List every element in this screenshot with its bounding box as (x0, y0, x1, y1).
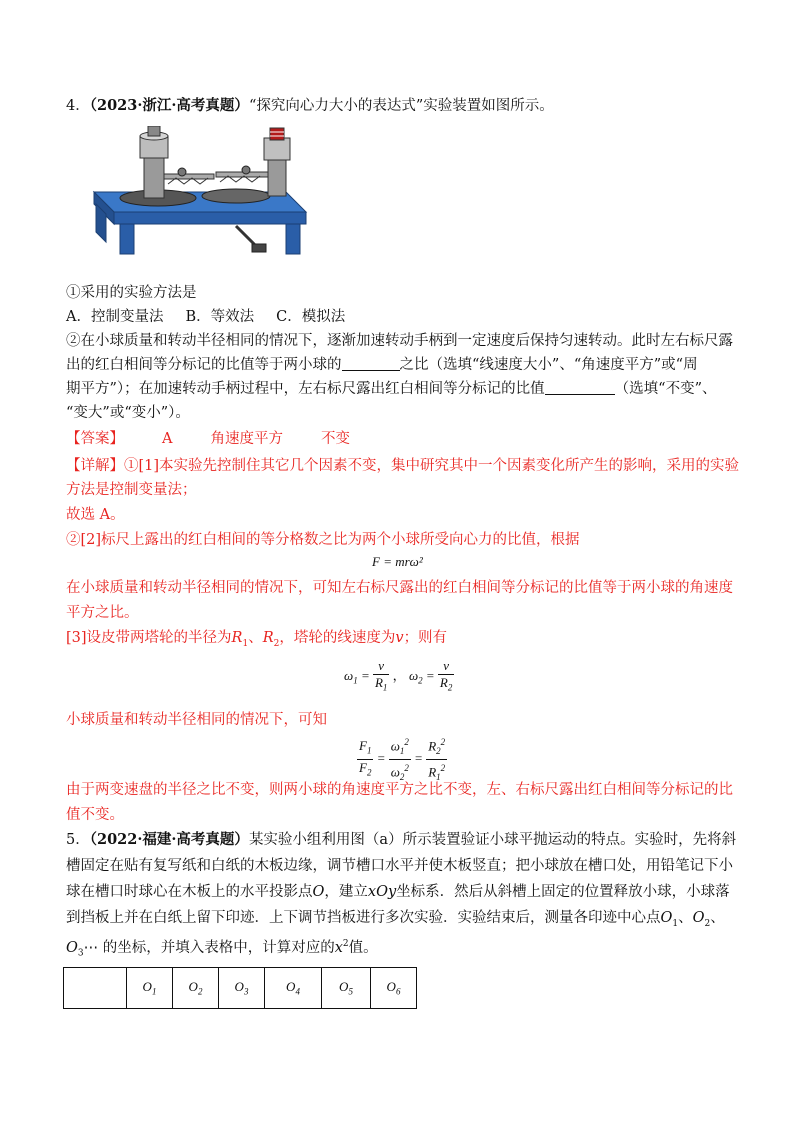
q4-sub2-line1: ②在小球质量和转动半径相同的情况下，逐渐加速转动手柄到一定速度后保持匀速转动。此时左右标尺露 (66, 333, 733, 349)
answer-3: 不变 (320, 431, 350, 447)
detail-line6: 平方之比。 (66, 605, 139, 621)
table-row (64, 968, 417, 1009)
table-header-cell: $O_3$ (219, 968, 265, 1009)
q4-sub2-line3a: 期平方”）；在加速转动手柄过程中，左右标尺露出红白相间等分标记的比值 (66, 381, 545, 397)
detail-line4: ②[2]标尺上露出的红白相间的等分格数之比为两个小球所受向心力的比值，根据 (66, 532, 580, 548)
q4-sub1: ①采用的实验方法是 (66, 285, 197, 301)
q5-source: （2022·福建·高考真题） (89, 831, 249, 848)
q4-answer (66, 429, 350, 449)
answer-2: 角速度平方 (210, 431, 283, 447)
detail-line2: 方法是控制变量法； (66, 482, 197, 498)
q4-option-c: C．模拟法 (276, 309, 346, 325)
q4-sub2-line3b: （选填“不变”、 (614, 381, 717, 397)
q4-sub2-line2b: 之比（选填“线速度大小”、“角速度平方”或“周 (399, 357, 698, 373)
detail-line7b: 塔轮的线速度为 (293, 630, 396, 646)
q4-option-a: A．控制变量法 (66, 309, 164, 325)
table-header-cell: $O_5$ (322, 968, 371, 1009)
detail-line8: 小球质量和转动半径相同的情况下，可知 (66, 712, 327, 728)
table-header-cell: $O_2$ (173, 968, 219, 1009)
q4-sub2-line2a: 出的红白相间等分标记的比值等于两小球的 (66, 357, 342, 373)
q5-text-3b: ，建立 (324, 884, 368, 900)
q4-header (66, 96, 554, 116)
q4-blank-2 (342, 356, 400, 371)
detail-line3: 故选 A。 (66, 507, 125, 523)
detail-line7: [3]设皮带两塔轮的半径为$R_1$、$R_2$，塔轮的线速度为v；则有 (66, 630, 448, 649)
q4-source: （2023·浙江·高考真题） (89, 97, 249, 114)
detail-label: 【详解】 (66, 458, 124, 474)
q5-number: 5． (66, 832, 90, 848)
q5-text-1: 某实验小组利用图（a）所示装置验证小球平抛运动的特点。实验时，先将斜 (248, 832, 737, 848)
q4-number: 4． (66, 98, 90, 114)
q5-line3: 球在槽口时球心在木板上的水平投影点O，建立xOy坐标系．然后从斜槽上固定的位置释放小球，小球落 (66, 884, 730, 900)
coordinates-table (63, 967, 417, 1009)
detail-line5: 在小球质量和转动半径相同的情况下，可知左右标尺露出的红白相间等分标记的比值等于两小球的角速度 (66, 580, 733, 596)
formula-omega: $\omega_1$ = $\frac{v}{R_1}$ ， $\omega_2$ = $\frac{v}{R_2}$ (344, 658, 453, 693)
detail-line9: 由于两变速盘的半径之比不变，则两小球的角速度平方之比不变，左、右标尺露出红白相间等分标记的比 (66, 782, 733, 798)
formula-force: F = mrω² (372, 554, 423, 569)
detail-line7a: [3]设皮带两塔轮的半径为 (66, 630, 232, 646)
q4-option-b: B．等效法 (185, 309, 255, 325)
detail-line1 (66, 456, 739, 476)
q4-sub2-line3 (66, 379, 717, 399)
table-header-cell: $O_6$ (371, 968, 417, 1009)
q4-options (66, 307, 345, 327)
centripetal-force-apparatus-figure (86, 126, 312, 270)
q4-sub2-line4: “变大”或“变小”）。 (66, 405, 190, 421)
q4-stem: “探究向心力大小的表达式”实验装置如图所示。 (248, 98, 554, 114)
q5-text-3c: 坐标系．然后从斜槽上固定的位置释放小球，小球落 (396, 884, 730, 900)
q5-text-4a: 到挡板上并在白纸上留下印迹．上下调节挡板进行多次实验．实验结束后，测量各印迹中心点 (66, 910, 661, 926)
detail-line7c: ；则有 (403, 630, 448, 646)
q5-line4: 到挡板上并在白纸上留下印迹．上下调节挡板进行多次实验．实验结束后，测量各印迹中心点$O_1$、$O_2$、 (66, 910, 725, 929)
q5-text-5b: 值。 (348, 939, 378, 956)
q5-text-3a: 球在槽口时球心在木板上的水平投影点 (66, 884, 313, 900)
q5-line2: 槽固定在贴有复写纸和白纸的木板边缘，调节槽口水平并使木板竖直；把小球放在槽口处，用铅笔记下小 (66, 858, 733, 874)
table-header-cell: $O_4$ (265, 968, 322, 1009)
answer-label: 【答案】 (66, 431, 124, 447)
detail-line10: 值不变。 (66, 807, 124, 823)
q5-line1 (66, 830, 736, 850)
table-header-cell (64, 968, 127, 1009)
formula-force-ratio: $\frac{F_1}{F_2}$ = $\frac{\omega_1^2}{\omega_2^2}$ = $\frac{R_2^2}{R_1^2}$ (357, 734, 447, 785)
answer-1: A (162, 431, 173, 447)
table-header-cell: $O_1$ (127, 968, 173, 1009)
q5-line5: $O_3\cdots$ 的坐标，并填入表格中，计算对应的$x^2$值。 (66, 939, 378, 959)
detail-text-1: ①[1]本实验先控制住其它几个因素不变，集中研究其中一个因素变化所产生的影响，采用的实验 (124, 458, 740, 474)
q4-sub2-line2 (66, 355, 698, 375)
q5-text-5a: ⋯ 的坐标，并填入表格中，计算对应的 (83, 939, 335, 956)
q4-blank-3 (545, 380, 615, 395)
